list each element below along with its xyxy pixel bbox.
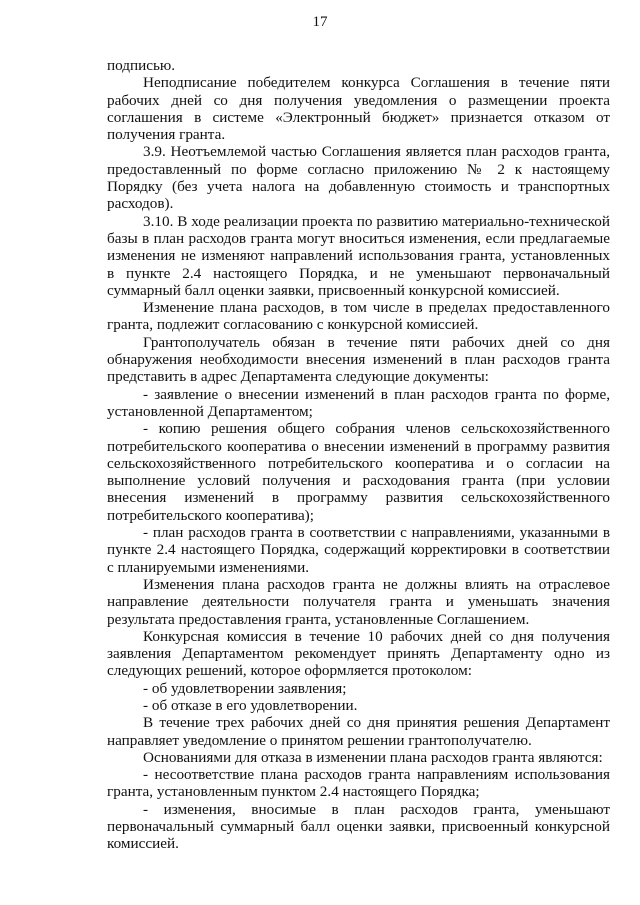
paragraph: Грантополучатель обязан в течение пяти рабочих дней со дня обнаружения необходимости внесения изменений в план расходов гранта представить в адрес Департамента следующие документы: xyxy=(107,333,610,386)
paragraph: 3.10. В ходе реализации проекта по развитию материально-технической базы в план расходов гранта могут вноситься изменения, если предлагаемые изменения не изменяют направлений использования гранта, установленных в пункте 2.4 настоящего Порядка, и не уменьшают первоначальный суммарный балл оценки заявки, присвоенный конкурсной комиссией. xyxy=(107,212,610,299)
paragraph: - изменения, вносимые в план расходов гранта, уменьшают первоначальный суммарный балл оценки заявки, присвоенный конкурсной комиссией. xyxy=(107,800,610,853)
paragraph: - несоответствие плана расходов гранта направлениям использования гранта, установленным пунктом 2.4 настоящего Порядка; xyxy=(107,766,610,801)
paragraph: - об отказе в его удовлетворении. xyxy=(143,696,358,714)
paragraph: Изменения плана расходов гранта не должны влиять на отраслевое направление деятельности получателя гранта и уменьшать значения результата предоставления гранта, установленные Соглашением. xyxy=(107,575,610,628)
paragraph: Изменение плана расходов, в том числе в пределах предоставленного гранта, подлежит согласованию с конкурсной комиссией. xyxy=(107,299,610,334)
page-number: 17 xyxy=(312,14,328,30)
paragraph: - об удовлетворении заявления; xyxy=(143,679,347,697)
paragraph: 3.9. Неотъемлемой частью Соглашения является план расходов гранта, предоставленный по форме согласно приложению № 2 к настоящему Порядку (без учета налога на добавленную стоимость и транспортных расходов). xyxy=(107,143,610,213)
paragraph: - заявление о внесении изменений в план расходов гранта по форме, установленной Департаментом; xyxy=(107,385,610,420)
paragraph: Неподписание победителем конкурса Соглашения в течение пяти рабочих дней со дня получения уведомления о размещении проекта соглашения в системе «Электронный бюджет» признается отказом от получения гранта. xyxy=(107,74,610,144)
document-body xyxy=(107,57,610,853)
paragraph: Основаниями для отказа в изменении плана расходов гранта являются: xyxy=(143,748,603,766)
paragraph: В течение трех рабочих дней со дня принятия решения Департамент направляет уведомление о принятом решении грантополучателю. xyxy=(107,714,610,749)
paragraph: - план расходов гранта в соответствии с направлениями, указанными в пункте 2.4 настоящего Порядка, содержащий корректировки в соответствии с планируемыми изменениями. xyxy=(107,524,610,576)
paragraph: - копию решения общего собрания членов сельскохозяйственного потребительского кооператива о внесении изменений в программу развития сельскохозяйственного потребительского кооператива и о согласии на выполнение условий получения и расходования гранта (при условии внесения изменений в программу развития сельскохозяйственного потребительского кооператива); xyxy=(107,420,610,524)
paragraph: Конкурсная комиссия в течение 10 рабочих дней со дня получения заявления Департаментом рекомендует принять Департаменту одно из следующих решений, которое оформляется протоколом: xyxy=(107,627,610,680)
paragraph: подписью. xyxy=(107,57,176,74)
